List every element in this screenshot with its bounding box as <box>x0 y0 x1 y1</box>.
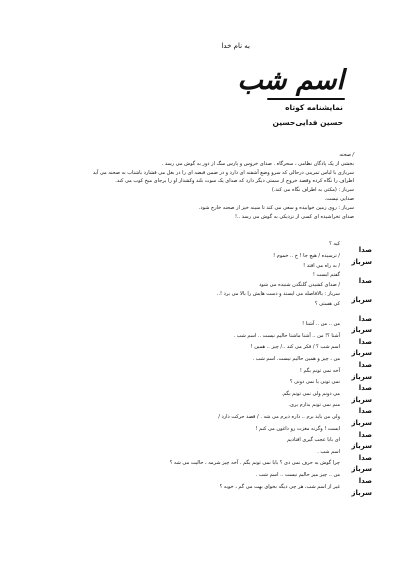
speaker-name: صدا <box>358 337 372 346</box>
scene-label: / صحنه <box>339 152 354 158</box>
dialogue-row <box>0 332 400 349</box>
dialogue-line: گفتم ایست ! <box>312 271 340 278</box>
speaker-name: سرباز <box>351 488 372 497</box>
dialogue-row <box>0 471 400 488</box>
dialogue-note: / به راه می افتد ! <box>303 262 340 269</box>
dialogue-line: ایست ! وگرنه مغزت رو داغون می کنم ! <box>255 425 340 432</box>
play-subtitle: نمایشنامه کوتاه <box>285 103 343 112</box>
dialogue-row <box>0 321 400 337</box>
speaker-name: سرباز <box>351 372 372 381</box>
basmala: به نام خدا <box>221 42 250 50</box>
dialogue-line: نمی تونی یا نمی دونی ؟ <box>289 379 340 386</box>
dialogue-line: اسم شب ؟ / فکر می کند ../ چیز .. همین ! <box>250 344 340 351</box>
speaker-name: صدا <box>358 246 372 254</box>
speaker-name: سرباز <box>351 349 372 358</box>
dialogue-line: اسم شب . <box>317 448 340 455</box>
scene-line: صدای تخراشیده ای کسی از نزدیکی به گوش می رسد ..! <box>235 213 354 220</box>
dialogue-row <box>0 355 400 372</box>
dialogue-line: من ، چیز و همین حالیم نیست. اسم شب . <box>252 355 340 362</box>
speaker-name: صدا <box>358 384 372 393</box>
dialogue-row <box>0 402 400 418</box>
dialogue-list <box>0 241 400 499</box>
speaker-name: صدا <box>358 407 372 416</box>
speaker-name: سرباز <box>351 395 372 404</box>
dialogue-line: آخه نمی تونم بگم ! <box>299 367 340 374</box>
dialogue-line: آشنا ؟! من .. آشنا ماشنا حالیم نیست .. اسم شب . <box>233 332 340 339</box>
author-name: حسین فدایی‌حسین <box>272 118 343 127</box>
dialogue-line: می دونم ولی نمی تونم بگم. <box>281 390 340 397</box>
dialogue-row <box>0 290 400 314</box>
scene-line: صدایی نیست. <box>324 195 354 202</box>
scene-line: سرباز : روی زمین خوابیده و سعی می کند تا سینه خیز از صحنه خارج شود. <box>198 204 354 211</box>
dialogue-line: من .. من .. آشنا ! <box>302 321 340 328</box>
speaker-name: سرباز <box>351 257 372 266</box>
dialogue-line: من .. چیز میز حالیم نیست .. اسم شب . <box>255 471 340 478</box>
dialogue-line: سرباز : بالافاصله می ایستد و دست هایش را بالا می برد !.. <box>216 290 340 297</box>
dialogue-row <box>0 483 400 500</box>
scene-line: سربازی با لباس تمرینی درحالی که سرو وضع آشفته ای دارد و در ضمن قبضه ای را در بغل می فشارد باشتاب به صحنه می آید <box>92 169 354 176</box>
scene-line: بخشی از یک پادگان نظامی ، سحرگاه . صدای خروس و پارس سگ از دور به گوش می رسد . <box>161 160 354 167</box>
dialogue-line: غیر از اسم شب، هر چی دیگه بخوای بهت می گم ، خوبه ؟ <box>219 483 340 490</box>
dialogue-row <box>0 425 400 442</box>
speaker-name: سرباز <box>351 465 372 474</box>
dialogue-row <box>0 437 400 453</box>
speaker-name: صدا <box>358 430 372 439</box>
dialogue-line: کیه ؟ <box>329 241 340 247</box>
speaker-name: صدا <box>358 276 372 285</box>
dialogue-row <box>0 241 400 257</box>
dialogue-row <box>0 460 400 476</box>
speaker-name: سرباز <box>351 442 372 451</box>
dialogue-row <box>0 271 400 295</box>
dialogue-line: ولی من باید برم .. داره دیرم می شه . / قصد حرکت دارد / <box>218 413 340 420</box>
speaker-name: صدا <box>358 314 372 323</box>
dialogue-row <box>0 344 400 360</box>
dialogue-line: / ترسیده / هیچ جا ! خ .. خموم ! <box>273 252 340 259</box>
title-underline <box>267 98 345 100</box>
dialogue-row <box>0 252 400 276</box>
speaker-name: صدا <box>358 453 372 462</box>
scene-description <box>54 151 354 221</box>
dialogue-note: / صدای کشیدن گلنگدن شنیده می شود <box>259 281 340 288</box>
dialogue-line: چرا گوش به حرف نمی دی ؟ بابا نمی تونم بگم . آخه چیز شرمه ، حالیت می شه ؟ <box>169 460 340 467</box>
dialogue-line: ای بابا عجب گیری افتادیم <box>287 437 340 444</box>
dialogue-row <box>0 314 400 326</box>
dialogue-note: کی هستی ؟ <box>314 300 340 307</box>
dialogue-row <box>0 367 400 384</box>
speaker-name: سرباز <box>351 418 372 427</box>
dialogue-row <box>0 390 400 407</box>
play-title: اسم شب <box>237 65 344 96</box>
dialogue-line: منم نمی تونم بذارم بری. <box>288 402 340 409</box>
dialogue-row <box>0 413 400 430</box>
speaker-name: صدا <box>358 476 372 485</box>
scene-line: سرباز : (مکثی به اطراف نگاه می کند.) <box>271 187 354 194</box>
speaker-name: سرباز <box>351 295 372 304</box>
dialogue-row <box>0 379 400 395</box>
scene-line: اطراف را نگاه کرده وقصد خروج از سمتی دیگر دارد که صدای یک سوت بلند وکشدار او را برجای میخ کوب می کند. <box>115 178 354 185</box>
speaker-name: صدا <box>358 360 372 369</box>
speaker-name: سرباز <box>351 326 372 335</box>
